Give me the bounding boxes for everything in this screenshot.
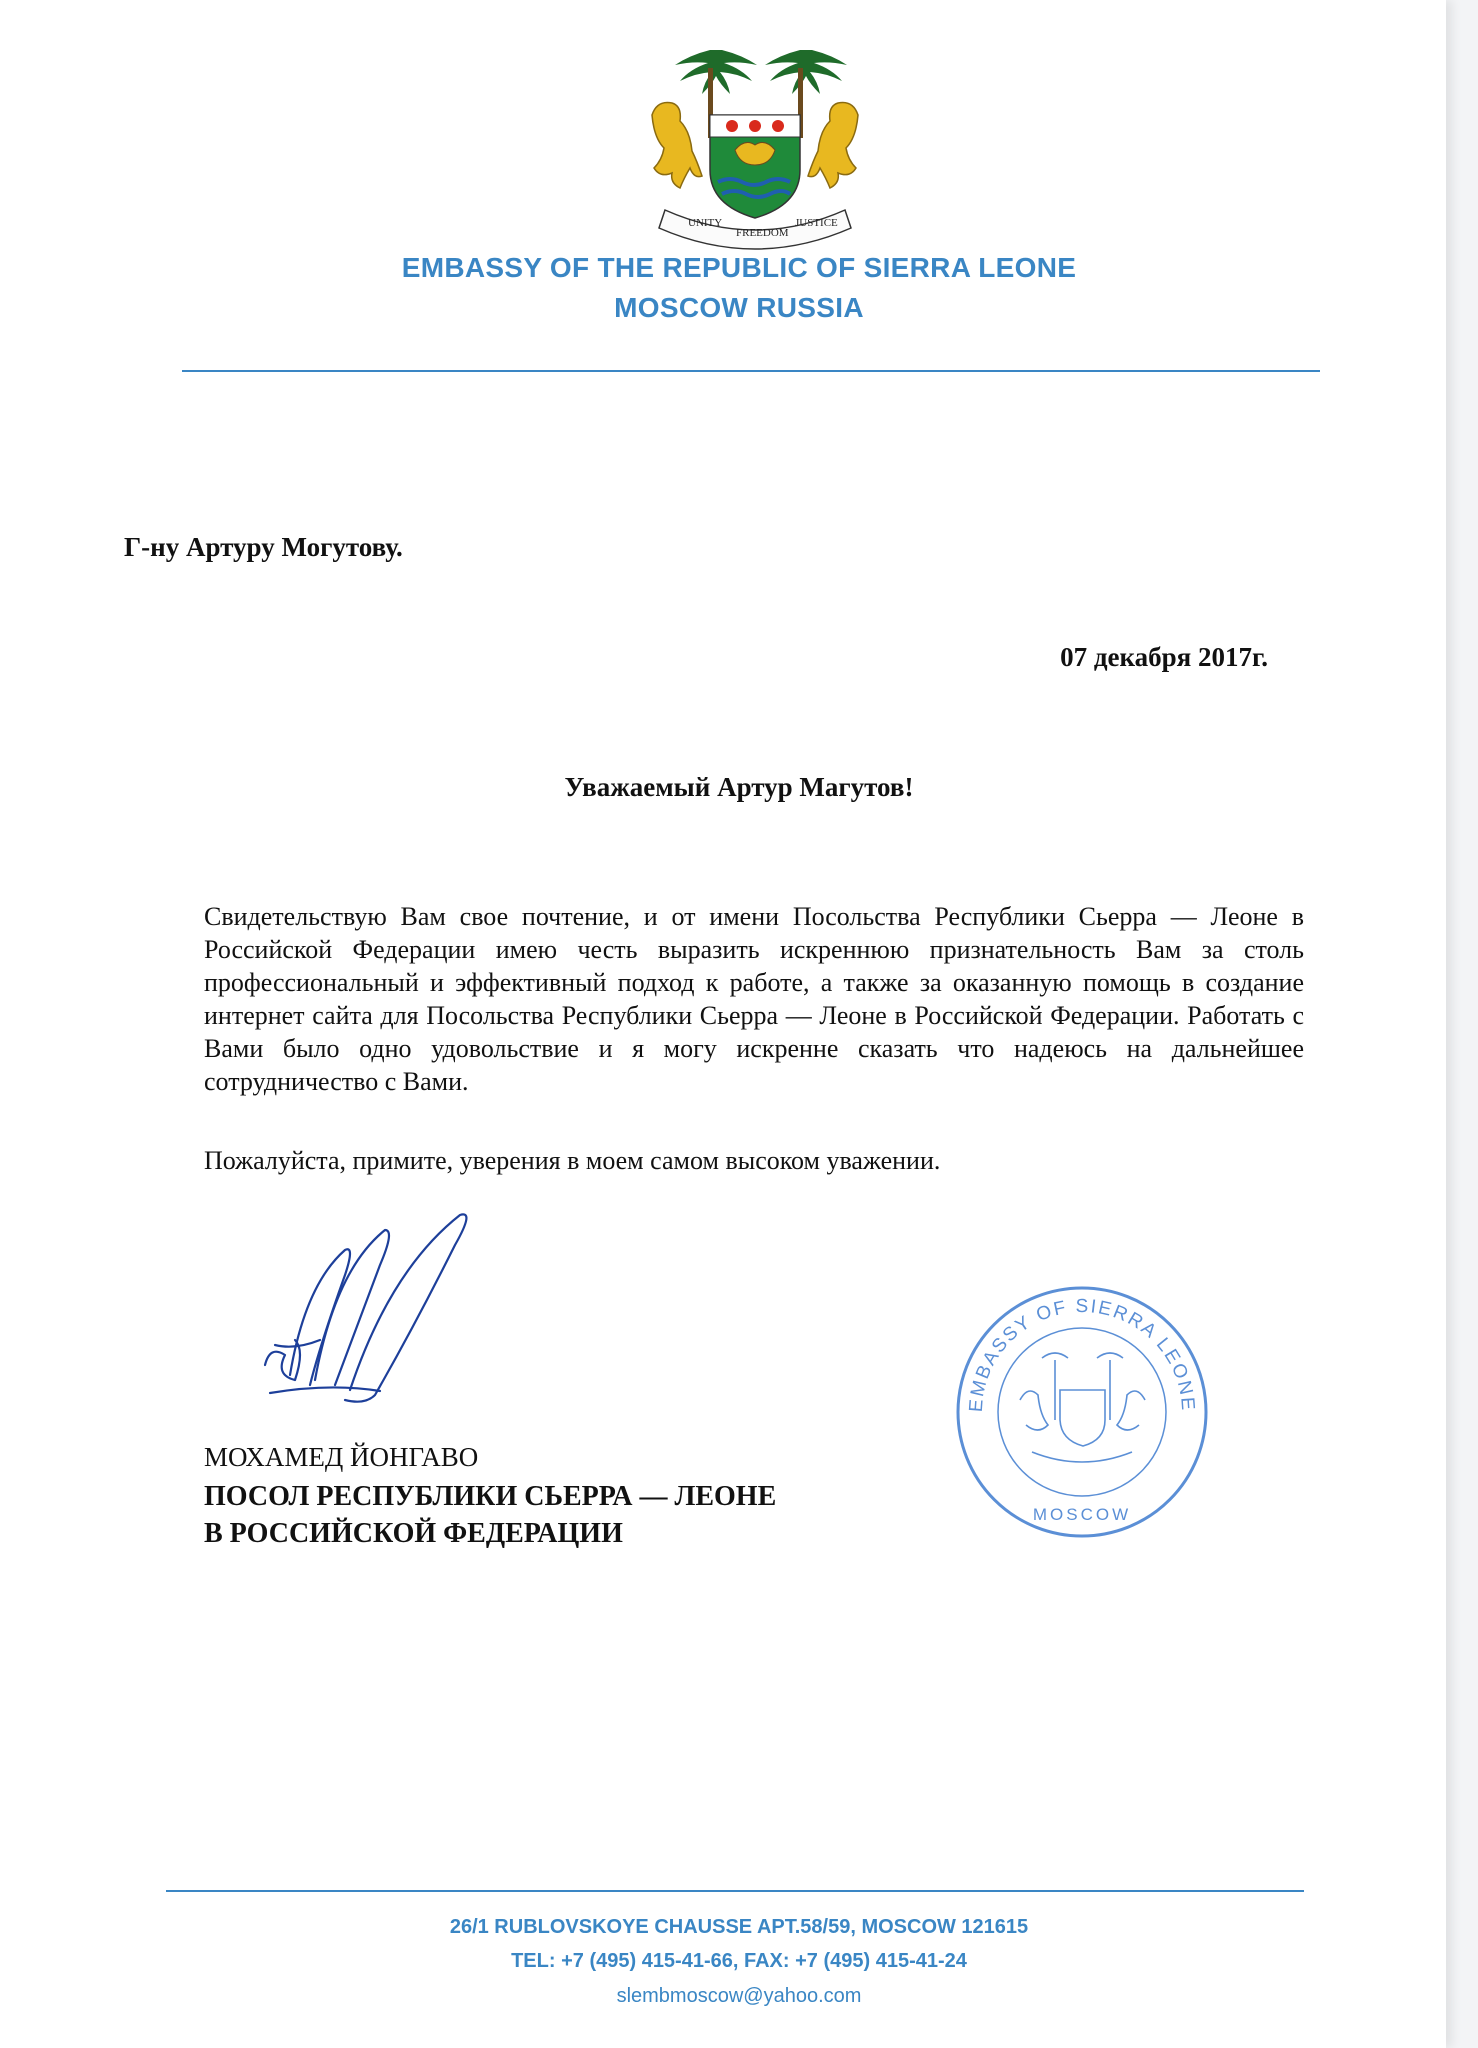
footer-divider xyxy=(166,1890,1304,1892)
footer-address: 26/1 RUBLOVSKOYE CHAUSSE APT.58/59, MOSCOW 121615 xyxy=(449,1916,1029,1938)
closing-line: Пожалуйста, примите, уверения в моем самом высоком уважении. xyxy=(204,1146,941,1175)
footer-email[interactable]: slembmoscow@yahoo.com xyxy=(616,1985,862,2007)
svg-text:EMBASSY OF SIERRA LEONE xyxy=(966,1296,1198,1413)
addressee: Г-ну Артуру Могутову. xyxy=(124,532,403,562)
signer-title-line2: В РОССИЙСКОЙ ФЕДЕРАЦИИ xyxy=(204,1518,623,1549)
letter-date: 07 декабря 2017г. xyxy=(1060,642,1268,672)
signer-title xyxy=(204,1478,776,1552)
stamp-top-text: EMBASSY OF SIERRA LEONE xyxy=(965,1295,1199,1413)
motto-freedom: FREEDOM xyxy=(736,227,789,239)
signature xyxy=(255,1195,500,1420)
coat-of-arms-emblem xyxy=(640,40,870,250)
motto-unity: UNITY xyxy=(688,217,723,229)
embassy-location: MOSCOW RUSSIA xyxy=(614,292,864,323)
body-paragraph: Свидетельствую Вам свое почтение, и от имени Посольства Республики Сьерра — Леоне в Российской Федерации имею честь выразить искреннюю признательность Вам за столь профессиональный и эффективный подход к работе, а также за оказанную помощь в создание интернет сайта для Посольства Республики Сьерра — Леоне в Российской Федерации. Работать с Вами было одно удовольствие и я могу искренне сказать что надеюсь на дальнейшее сотрудничество с Вами. xyxy=(204,902,1304,1096)
stamp-bottom-text: MOSCOW xyxy=(1032,1505,1132,1524)
embassy-stamp xyxy=(950,1280,1215,1545)
letter-body xyxy=(204,900,1304,1098)
motto-justice: JUSTICE xyxy=(795,217,838,229)
embassy-title: EMBASSY OF THE REPUBLIC OF SIERRA LEONE xyxy=(401,252,1077,283)
salutation: Уважаемый Артур Магутов! xyxy=(564,772,914,802)
footer-phones: TEL: +7 (495) 415-41-66, FAX: +7 (495) 415-41-24 xyxy=(511,1950,967,1972)
header-divider xyxy=(182,370,1320,372)
signer-name: МОХАМЕД ЙОНГАВО xyxy=(204,1442,479,1472)
signer-title-line1: ПОСОЛ РЕСПУБЛИКИ СЬЕРРА — ЛЕОНЕ xyxy=(204,1481,777,1512)
